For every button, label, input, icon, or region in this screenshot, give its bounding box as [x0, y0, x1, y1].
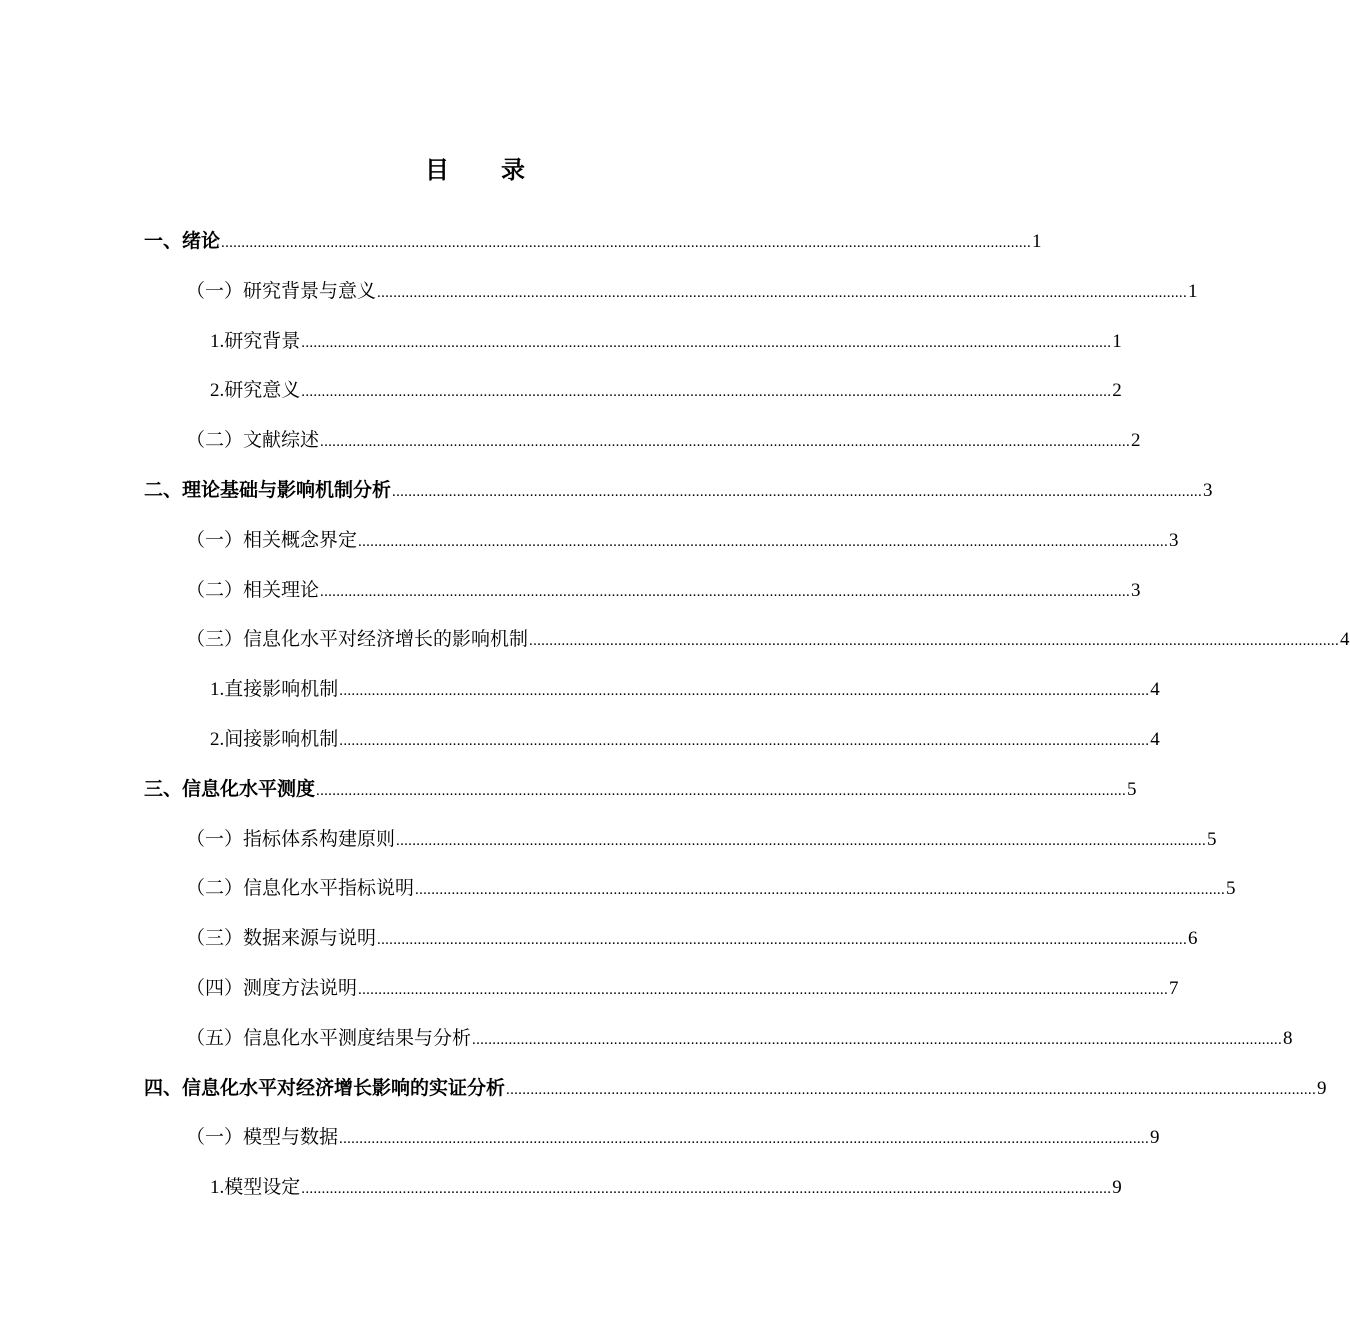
toc-entry[interactable]	[210, 375, 1122, 403]
toc-entry-label: 数据来源与说明	[243, 927, 377, 949]
toc-entry-page-number: 3	[1169, 530, 1179, 551]
toc-entry[interactable]	[144, 1073, 1327, 1101]
toc-entry[interactable]	[210, 724, 1160, 752]
dot-leader: ........................................................................................................................................................................................................	[320, 434, 1131, 450]
dot-leader: ........................................................................................................................................................................................................	[506, 1082, 1317, 1098]
toc-entry[interactable]	[144, 475, 1213, 503]
title-char-2: 录	[501, 156, 525, 184]
toc-entry-page-number: 7	[1169, 978, 1179, 999]
toc-entry-number: 2.	[210, 729, 225, 750]
toc-entry-page-number: 5	[1226, 878, 1236, 899]
title-char-1: 目	[425, 156, 449, 184]
toc-entry-number: （一）	[186, 529, 244, 551]
toc-entry-page-number: 2	[1131, 430, 1141, 451]
dot-leader: ........................................................................................................................................................................................................	[339, 1131, 1150, 1147]
toc-entry-number: 一、	[144, 230, 183, 252]
toc-entry-label: 研究意义	[224, 379, 301, 401]
toc-entry-number: （四）	[186, 977, 244, 999]
toc-entry-label: 信息化水平指标说明	[243, 877, 415, 899]
toc-entry[interactable]	[186, 624, 1350, 652]
toc-entry-label: 直接影响机制	[224, 678, 339, 700]
toc-entry-number: （二）	[186, 877, 244, 899]
toc-entry-page-number: 3	[1203, 480, 1213, 501]
toc-entry-label: 间接影响机制	[224, 728, 339, 750]
toc-entry-page-number: 4	[1150, 679, 1160, 700]
toc-entry[interactable]	[210, 1172, 1122, 1200]
toc-entry-number: 2.	[210, 380, 225, 401]
toc-entry-page-number: 1	[1188, 281, 1198, 302]
dot-leader: ........................................................................................................................................................................................................	[392, 484, 1203, 500]
dot-leader: ........................................................................................................................................................................................................	[320, 584, 1131, 600]
dot-leader: ........................................................................................................................................................................................................	[301, 335, 1112, 351]
dot-leader: ........................................................................................................................................................................................................	[529, 633, 1340, 649]
toc-entry-label: 测度方法说明	[243, 977, 358, 999]
dot-leader: ........................................................................................................................................................................................................	[358, 982, 1169, 998]
toc-entry-number: （二）	[186, 579, 244, 601]
toc-entry-number: （三）	[186, 927, 244, 949]
toc-entry-page-number: 6	[1188, 928, 1198, 949]
toc-entry[interactable]	[186, 873, 1236, 901]
toc-entry-label: 模型与数据	[243, 1126, 339, 1148]
toc-entry-label: 绪论	[182, 230, 221, 252]
dot-leader: ........................................................................................................................................................................................................	[339, 683, 1150, 699]
toc-entry-page-number: 9	[1150, 1127, 1160, 1148]
dot-leader: ........................................................................................................................................................................................................	[301, 384, 1112, 400]
toc-entry-label: 相关概念界定	[243, 529, 358, 551]
toc-entry-number: 1.	[210, 331, 225, 352]
toc-entry-page-number: 9	[1112, 1177, 1122, 1198]
dot-leader: ........................................................................................................................................................................................................	[396, 833, 1207, 849]
toc-entry-number: （五）	[186, 1027, 244, 1049]
toc-entry[interactable]	[186, 1023, 1293, 1051]
toc-entry[interactable]	[186, 425, 1141, 453]
toc-entry-page-number: 8	[1283, 1028, 1293, 1049]
toc-entry[interactable]	[186, 824, 1217, 852]
toc-entry-label: 文献综述	[243, 429, 320, 451]
dot-leader: ........................................................................................................................................................................................................	[377, 932, 1188, 948]
toc-entry[interactable]	[186, 276, 1198, 304]
toc-entry-page-number: 3	[1131, 580, 1141, 601]
dot-leader: ........................................................................................................................................................................................................	[415, 882, 1226, 898]
toc-entry[interactable]	[186, 973, 1179, 1001]
toc-entry-number: （一）	[186, 1126, 244, 1148]
toc-entry-label: 研究背景与意义	[243, 280, 377, 302]
toc-entry[interactable]	[186, 525, 1179, 553]
dot-leader: ........................................................................................................................................................................................................	[377, 285, 1188, 301]
dot-leader: ........................................................................................................................................................................................................	[221, 235, 1032, 251]
toc-entry[interactable]	[144, 774, 1137, 802]
dot-leader: ........................................................................................................................................................................................................	[358, 534, 1169, 550]
dot-leader: ........................................................................................................................................................................................................	[316, 783, 1127, 799]
dot-leader: ........................................................................................................................................................................................................	[339, 733, 1150, 749]
toc-entry-number: 1.	[210, 1177, 225, 1198]
toc-entry-number: （三）	[186, 628, 244, 650]
toc-entry[interactable]	[186, 575, 1141, 603]
toc-entry-page-number: 1	[1112, 331, 1122, 352]
toc-entry-number: 三、	[144, 778, 183, 800]
toc-entry-number: （一）	[186, 280, 244, 302]
toc-entry[interactable]	[210, 674, 1160, 702]
toc-entry-label: 信息化水平测度结果与分析	[243, 1027, 472, 1049]
toc-entry[interactable]	[186, 923, 1198, 951]
toc-entry-page-number: 4	[1150, 729, 1160, 750]
toc-entry[interactable]	[210, 326, 1122, 354]
toc-entry-page-number: 1	[1032, 231, 1042, 252]
toc-entry-page-number: 5	[1207, 829, 1217, 850]
toc-entry-page-number: 9	[1317, 1078, 1327, 1099]
toc-entry-page-number: 5	[1127, 779, 1137, 800]
toc-entry[interactable]	[144, 226, 1042, 254]
toc-entry-page-number: 4	[1340, 629, 1350, 650]
toc-entry-label: 信息化水平对经济增长影响的实证分析	[182, 1077, 506, 1099]
toc-entry-label: 研究背景	[224, 330, 301, 352]
toc-entry-label: 信息化水平对经济增长的影响机制	[243, 628, 529, 650]
toc-entry-page-number: 2	[1112, 380, 1122, 401]
toc-entry-number: 四、	[144, 1077, 183, 1099]
dot-leader: ........................................................................................................................................................................................................	[301, 1181, 1112, 1197]
toc-entry-number: （二）	[186, 429, 244, 451]
toc-entry-label: 模型设定	[224, 1176, 301, 1198]
toc-entry[interactable]	[186, 1122, 1160, 1150]
toc-entry-label: 信息化水平测度	[182, 778, 316, 800]
toc-entry-label: 指标体系构建原则	[243, 828, 396, 850]
toc-entry-label: 相关理论	[243, 579, 320, 601]
toc-entry-label: 理论基础与影响机制分析	[182, 479, 392, 501]
toc-entry-number: 二、	[144, 479, 183, 501]
toc-entry-number: 1.	[210, 679, 225, 700]
dot-leader: ........................................................................................................................................................................................................	[472, 1032, 1283, 1048]
toc-entry-number: （一）	[186, 828, 244, 850]
